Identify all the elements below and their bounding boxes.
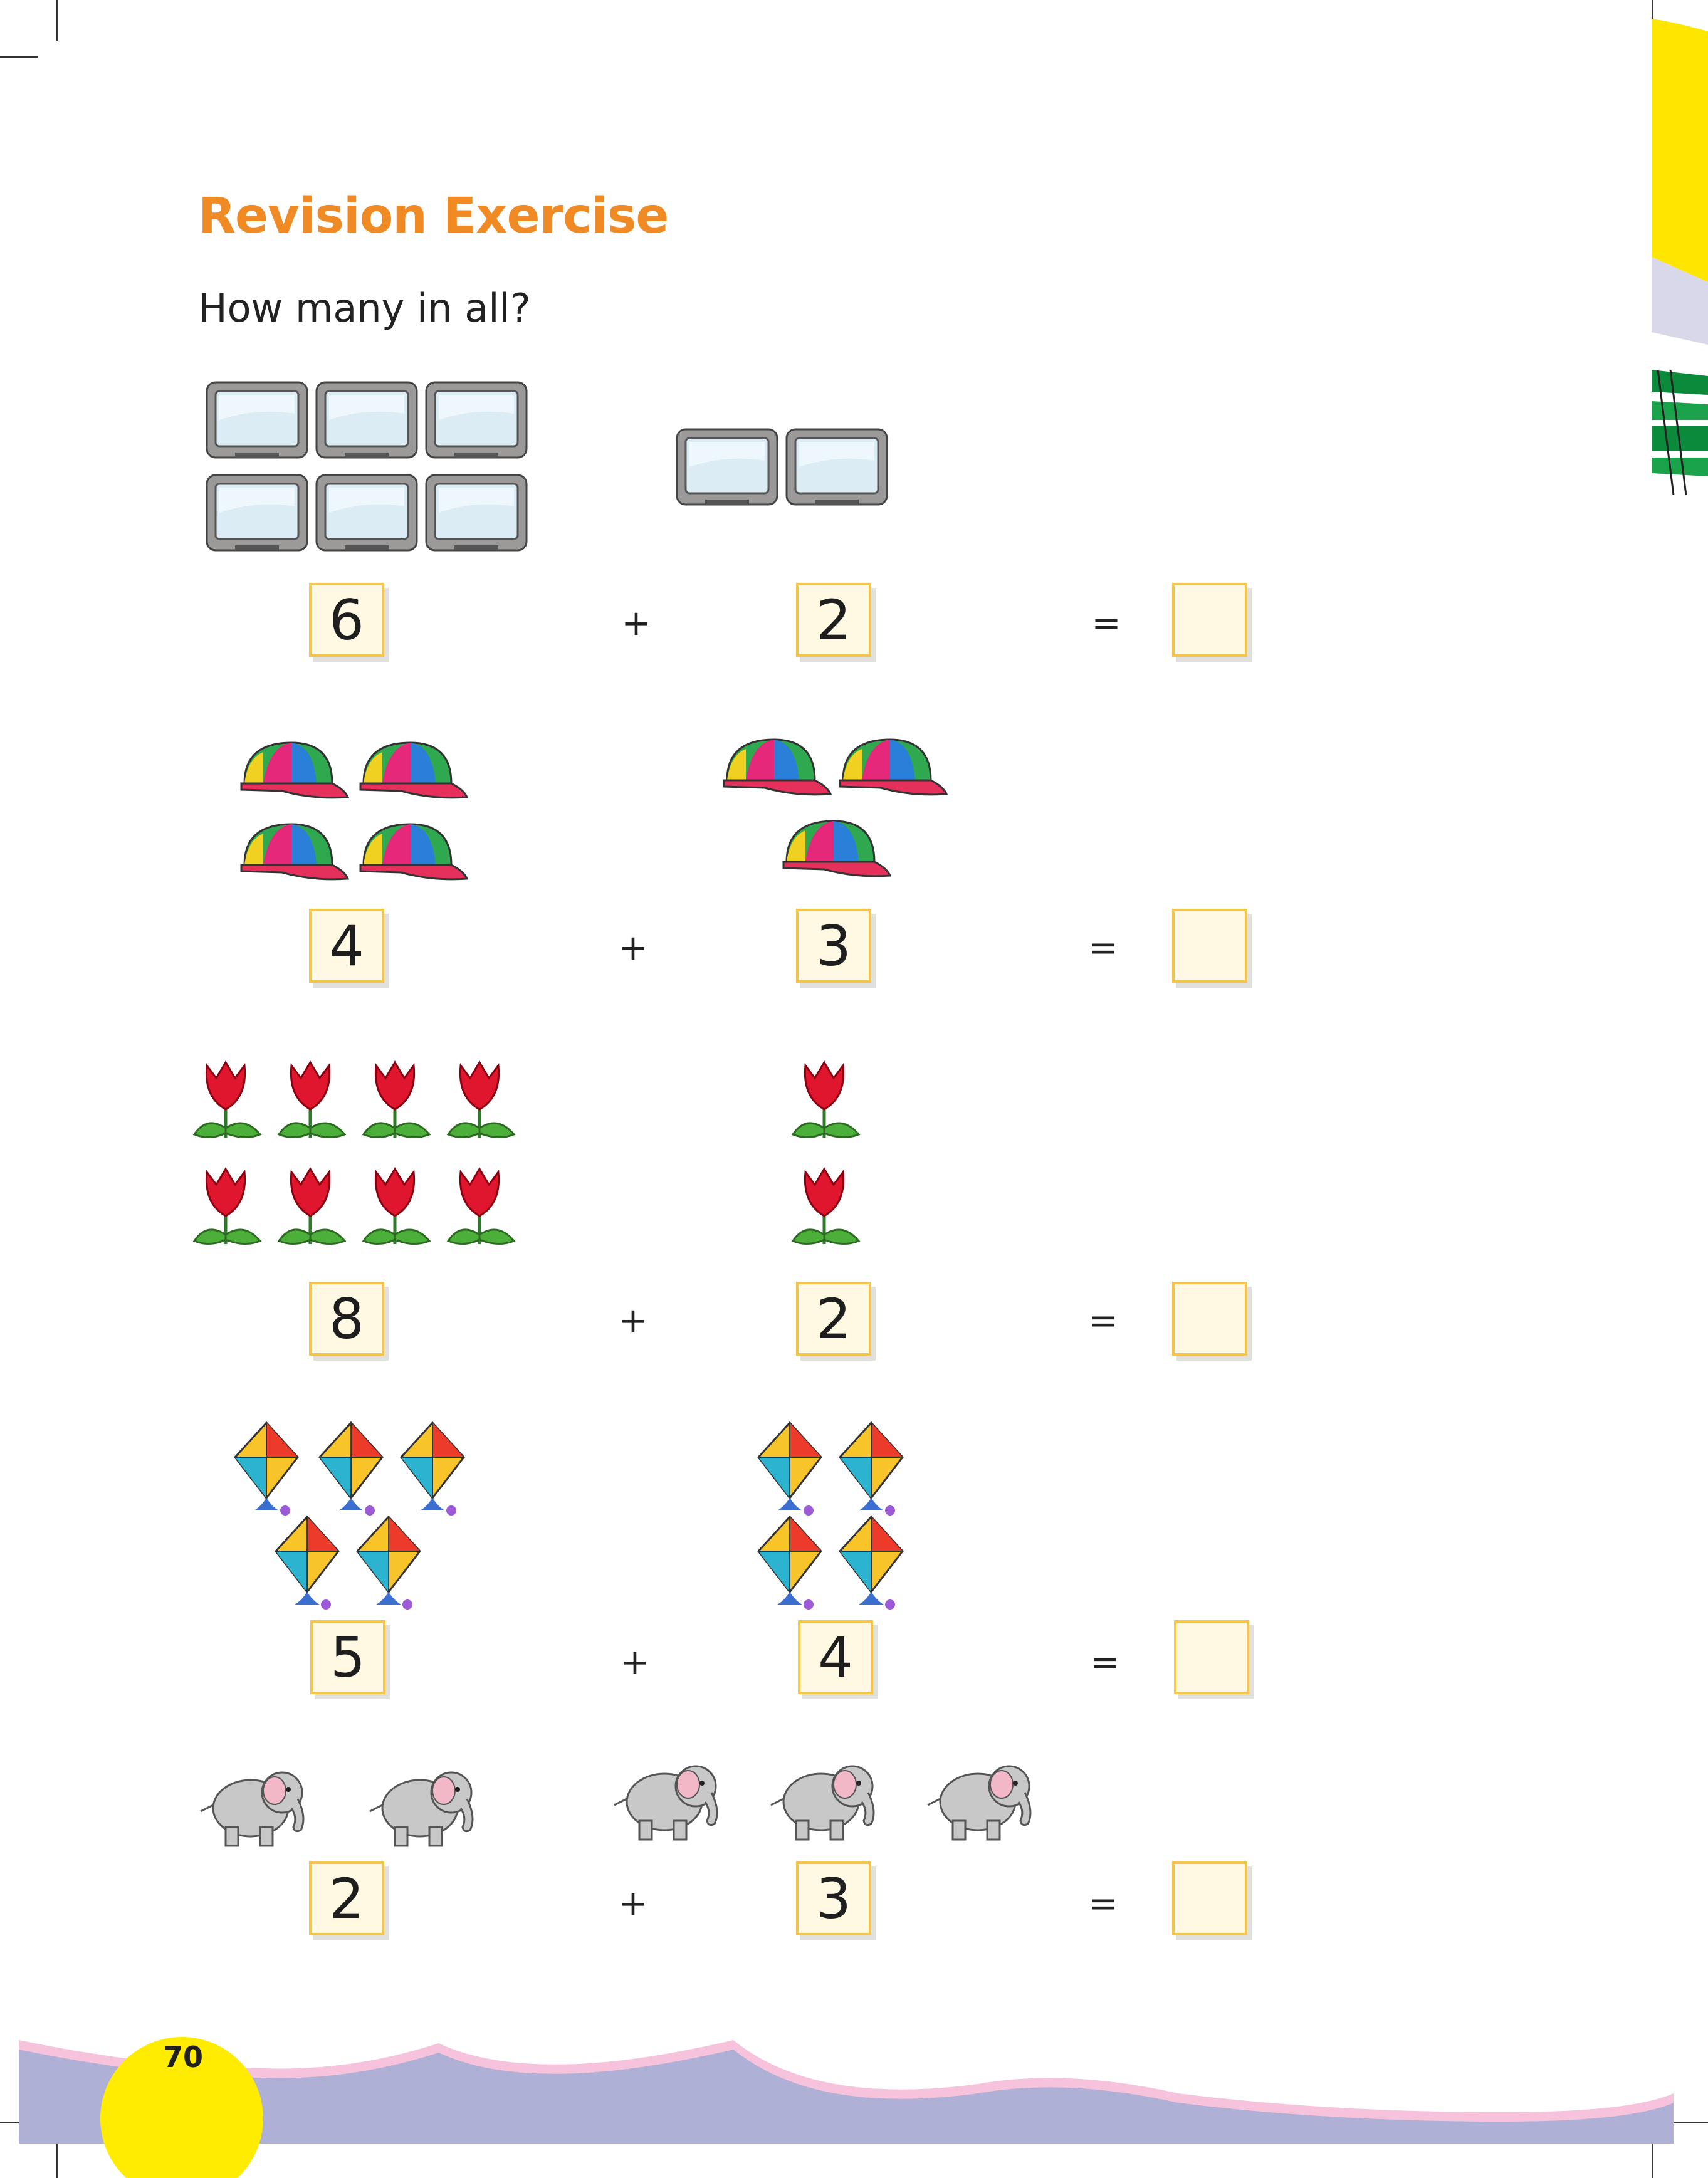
addend-box-4a: 5	[310, 1620, 385, 1694]
plus-sign: +	[618, 928, 648, 968]
equals-sign: =	[1088, 1301, 1118, 1341]
instruction-text: How many in all?	[198, 285, 531, 331]
cap-group-right	[721, 736, 959, 890]
plus-sign: +	[621, 603, 651, 644]
addend-box-4b: 4	[798, 1620, 873, 1694]
plus-sign: +	[618, 1883, 648, 1924]
addend-box-3a: 8	[309, 1282, 384, 1356]
addend-box-2a: 4	[309, 909, 384, 983]
plus-sign: +	[618, 1301, 648, 1341]
tulip-group-right	[793, 1059, 862, 1254]
page-number: 70	[163, 2040, 204, 2074]
monitor-group-left	[207, 382, 533, 558]
equals-sign: =	[1091, 603, 1121, 644]
cap-group-left	[238, 740, 476, 890]
addend-box-3b: 2	[796, 1282, 871, 1356]
answer-box-1[interactable]	[1172, 583, 1247, 657]
addend-box-1b: 2	[796, 583, 871, 657]
elephant-group-left	[201, 1761, 527, 1855]
addend-box-5a: 2	[309, 1861, 384, 1935]
equals-sign: =	[1088, 928, 1118, 968]
answer-box-4[interactable]	[1174, 1620, 1249, 1694]
kite-group-left	[235, 1423, 473, 1611]
equals-sign: =	[1088, 1883, 1118, 1924]
tulip-group-left	[194, 1059, 527, 1254]
crop-mark	[56, 0, 58, 41]
elephant-group-right	[614, 1755, 1078, 1849]
page-title: Revision Exercise	[198, 188, 669, 244]
answer-box-5[interactable]	[1172, 1861, 1247, 1935]
crop-mark	[0, 56, 38, 58]
edge-decoration	[1648, 19, 1708, 508]
equals-sign: =	[1090, 1642, 1120, 1683]
addend-box-1a: 6	[309, 583, 384, 657]
monitor-group-right	[677, 429, 896, 511]
addend-box-2b: 3	[796, 909, 871, 983]
bottom-wave-decoration	[0, 2024, 1708, 2178]
answer-box-3[interactable]	[1172, 1282, 1247, 1356]
plus-sign: +	[620, 1642, 650, 1683]
kite-group-right	[758, 1423, 915, 1611]
addend-box-5b: 3	[796, 1861, 871, 1935]
answer-box-2[interactable]	[1172, 909, 1247, 983]
